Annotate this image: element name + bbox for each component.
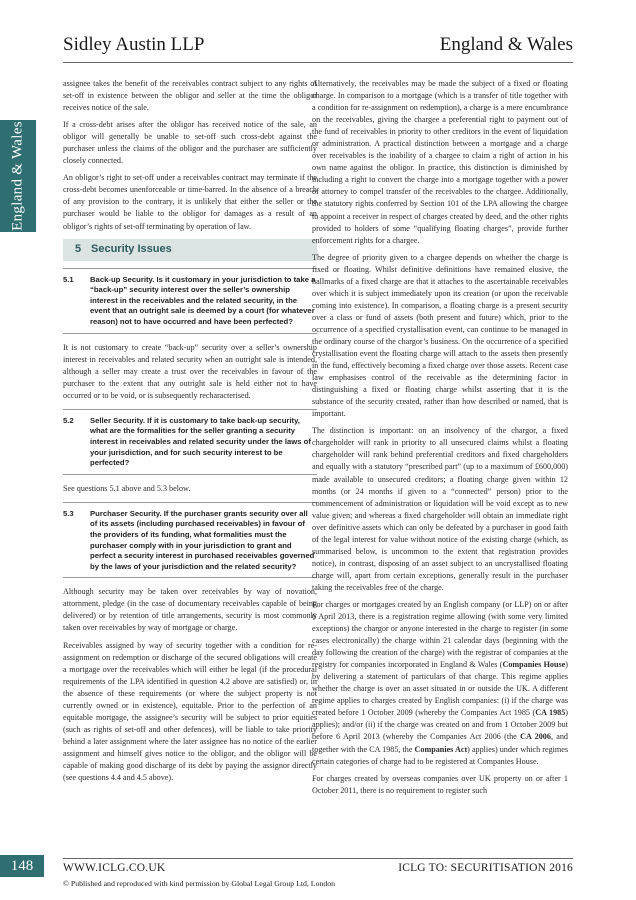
question-5-1 [63,268,317,334]
left-column [63,78,317,789]
text-run: ) applies); and/or (ii) if the charge was created on and from 1 October 2009 but before 6 April 2013 (whereby the Companies Act 2006 (the [312,708,568,742]
text-run: For charges or mortgages created by an English company (or LLP) on or after 6 April 2013, there is a registration regime allowing (with some very limited exceptions) the chargor or anyone interested in the charge to register (in some cases electronically) the charge within 21 calendar days (beginning with the day following the creation of the charge) with the registrar of companies at the registry for companies incorporated in England & Wales ( [312,599,568,670]
side-jurisdiction-tab [0,120,36,232]
paragraph: Although security may be taken over receivables by way of novation, attornment, pledge (in the case of documentary receivables capable of being delivered) or by retention of title arrangements, security is most commonly taken over receivables by way of mortgage or charge. [63,587,317,633]
question-text: Seller Security. If it is customary to take back-up security, what are the formalities for the seller granting a security interest in receivables and related security under the laws of your jurisdiction, and for such security interest to be perfected? [90,415,311,468]
paragraph: Receivables assigned by way of security together with a condition for re-assignment on redemption or discharge of the secured obligations will create a mortgage over the receivables which will either be legal (if the procedural requirements of the LPA identified in question 4.2 above are satisfied) or, in the absence of these requirements (or where the subject property is not currently owned or in existence), equitable. Prior to the perfection of an equitable mortgage, the assignee’s security will be subject to prior equities (such as rights of set-off and other defences), will be liable to take priority behind a later assignment where the later assignee has no notice of the earlier assignment and himself gives notice to the obligor, and the obligor will be capable of making good discharge of its debt by paying the assignor directly (see questions 4.4 and 4.5 above). [63,640,317,783]
section-heading [63,239,317,261]
paragraph: An obligor’s right to set-off under a receivables contract may terminate if the cross-debt becomes unenforceable or time-barred. In the absence of a breach of any provision to the contrary, it is unlikely that either the seller or the purchaser would be liable to the obligor for damages as a result of an obligor’s rights of set-off terminating by operation of law. [63,173,317,231]
section-number: 5 [75,242,82,255]
defined-term: Companies Act [414,744,468,754]
footer-website-link[interactable]: WWW.ICLG.CO.UK [63,862,166,874]
paragraph [312,599,568,768]
footer-divider [63,858,573,859]
firm-name: Sidley Austin LLP [63,34,205,55]
section-title: Security Issues [91,242,172,255]
paragraph: For charges created by overseas companies over UK property on or after 1 October 2011, there is no requirement to register such [312,773,568,795]
jurisdiction-title: England & Wales [439,34,573,55]
paragraph: It is not customary to create “back-up” security over a seller’s ownership interest in receivables and related security when an outright sale is intended, although a seller may create a trust over the receivables in favour of the purchaser to the extent that any outright sale is held either not to have occurred or to be void, or is subsequently recharacterised. [63,342,317,400]
paragraph: Alternatively, the receivables may be made the subject of a fixed or floating charge. In comparison to a mortgage (which is a transfer of title together with a condition for re-assignment on redemption), a charge is a mere encumbrance on the receivables, giving the chargee a preferential right to payment out of the fund of receivables in priority to other creditors in the event of liquidation or administration. A practical distinction between a mortgage and a charge over receivables is the inability of a chargee to claim a right of action in his own name against the obligor. In practice, this distinction is diminished by including a right to convert the charge into a mortgage together with a power of attorney to compel transfer of the receivables to the chargee. Additionally, the statutory rights conferred by Section 101 of the LPA allowing the chargee to appoint a receiver in respect of charges created by deed, and the other rights provided to holders of some “qualifying floating charges”, provide further enforcement rights for a chargee. [312,79,568,245]
paragraph: See questions 5.1 above and 5.3 below. [63,483,191,493]
header-divider [63,62,573,63]
side-tab-label: England & Wales [9,121,26,231]
text-run: ) applies) under which regimes certain categories of charge had to be registered at Companies House. [312,744,568,766]
page-header [63,32,573,58]
question-number: 5.2 [63,415,74,425]
text-run: ) by delivering a statement of particulars of that charge. This regime applies whether the charge is over an asset situated in or outside the UK. A different regime applies to charges created by English companies: (i) if the charge was created before 1 October 2009 (whereby the Companies Act 1985 ( [312,660,568,718]
question-5-2 [63,409,317,475]
defined-term: Companies House [502,660,566,670]
footer-publication: ICLG TO: SECURITISATION 2016 [398,862,573,874]
paragraph: If a cross-debt arises after the obligor has received notice of the sale, an obligor will generally be unable to set-off such cross-debt against the purchaser unless the claims of the obligor and the purchaser are sufficiently closely connected. [63,120,317,166]
paragraph: assignee takes the benefit of the receivables contract subject to any rights of set-off in existence between the obligor and seller at the time the obligor receives notice of the sale. [63,79,317,113]
paragraph: The degree of priority given to a chargee depends on whether the charge is fixed or floating. Whilst definitive definitions have remained elusive, the hallmarks of a fixed charge are that it attaches to the ascertainable receivables over which it is subject immediately upon its creation (or upon the receivable coming into existence). In comparison, a floating charge is a present security over a class or fund of assets (both present and future) which, prior to the occurrence of a specified crystallisation event, can continue to be managed in the ordinary course of the chargor’s business. On the occurrence of a specified crystallisation event the floating charge will attach to the assets then presently in the fund, effectively becoming a fixed charge over those assets. Recent case law emphasises control of the receivable as the determining factor in distinguishing a fixed or floating charge whilst asserting that it is the substance of the security created, rather than how described or named, that is important. [312,252,568,419]
text-run: , and together with the CA 1985, the [312,732,568,754]
defined-term: CA 1985 [535,708,566,718]
question-text: Back-up Security. Is it customary in your jurisdiction to take a “back-up” security interest over the seller’s ownership interest in the receivables and the related security, in the event that an outright sale is deemed by a court (for whatever reason) not to have occurred and have been perfected? [90,274,316,326]
footer-copyright: © Published and reproduced with kind permission by Global Legal Group Ltd, London [63,879,336,888]
question-number: 5.1 [63,274,74,284]
right-column [312,78,568,802]
page-number: 148 [0,855,44,877]
paragraph: The distinction is important: on an insolvency of the chargor, a fixed chargeholder will rank in priority to all unsecured claims whilst a floating chargeholder will rank behind preferential creditors and fixed chargeholders and equally with a statutory “prescribed part” (up to a maximum of £600,000) made available to unsecured creditors; a floating charge given within 12 months (or 24 months if given to a “connected” person) prior to the commencement of administration or liquidation will be void except as to new value given; and whereas a fixed chargeholder will obtain an immediate right over definitive assets which can only be defeated by a purchaser in good faith of the legal interest for value without notice of the existing charge (which, as summarised below, is uncommon to the extent that registration provides notice), in contrast, disposing of an asset subject to an uncrystallised floating charge will, apart from certain exceptions, generally result in the purchaser taking the receivables free of the charge. [312,426,568,592]
question-text: Purchaser Security. If the purchaser grants security over all of its assets (including purchased receivables) in favour of the providers of its funding, what formalities must the purchaser comply with in your jurisdiction to grant and perfect a security interest in purchased receivables governed by the laws of your jurisdiction and the related security? [90,508,315,571]
question-5-3 [63,502,317,579]
defined-term: CA 2006 [520,732,551,742]
question-number: 5.3 [63,508,74,518]
